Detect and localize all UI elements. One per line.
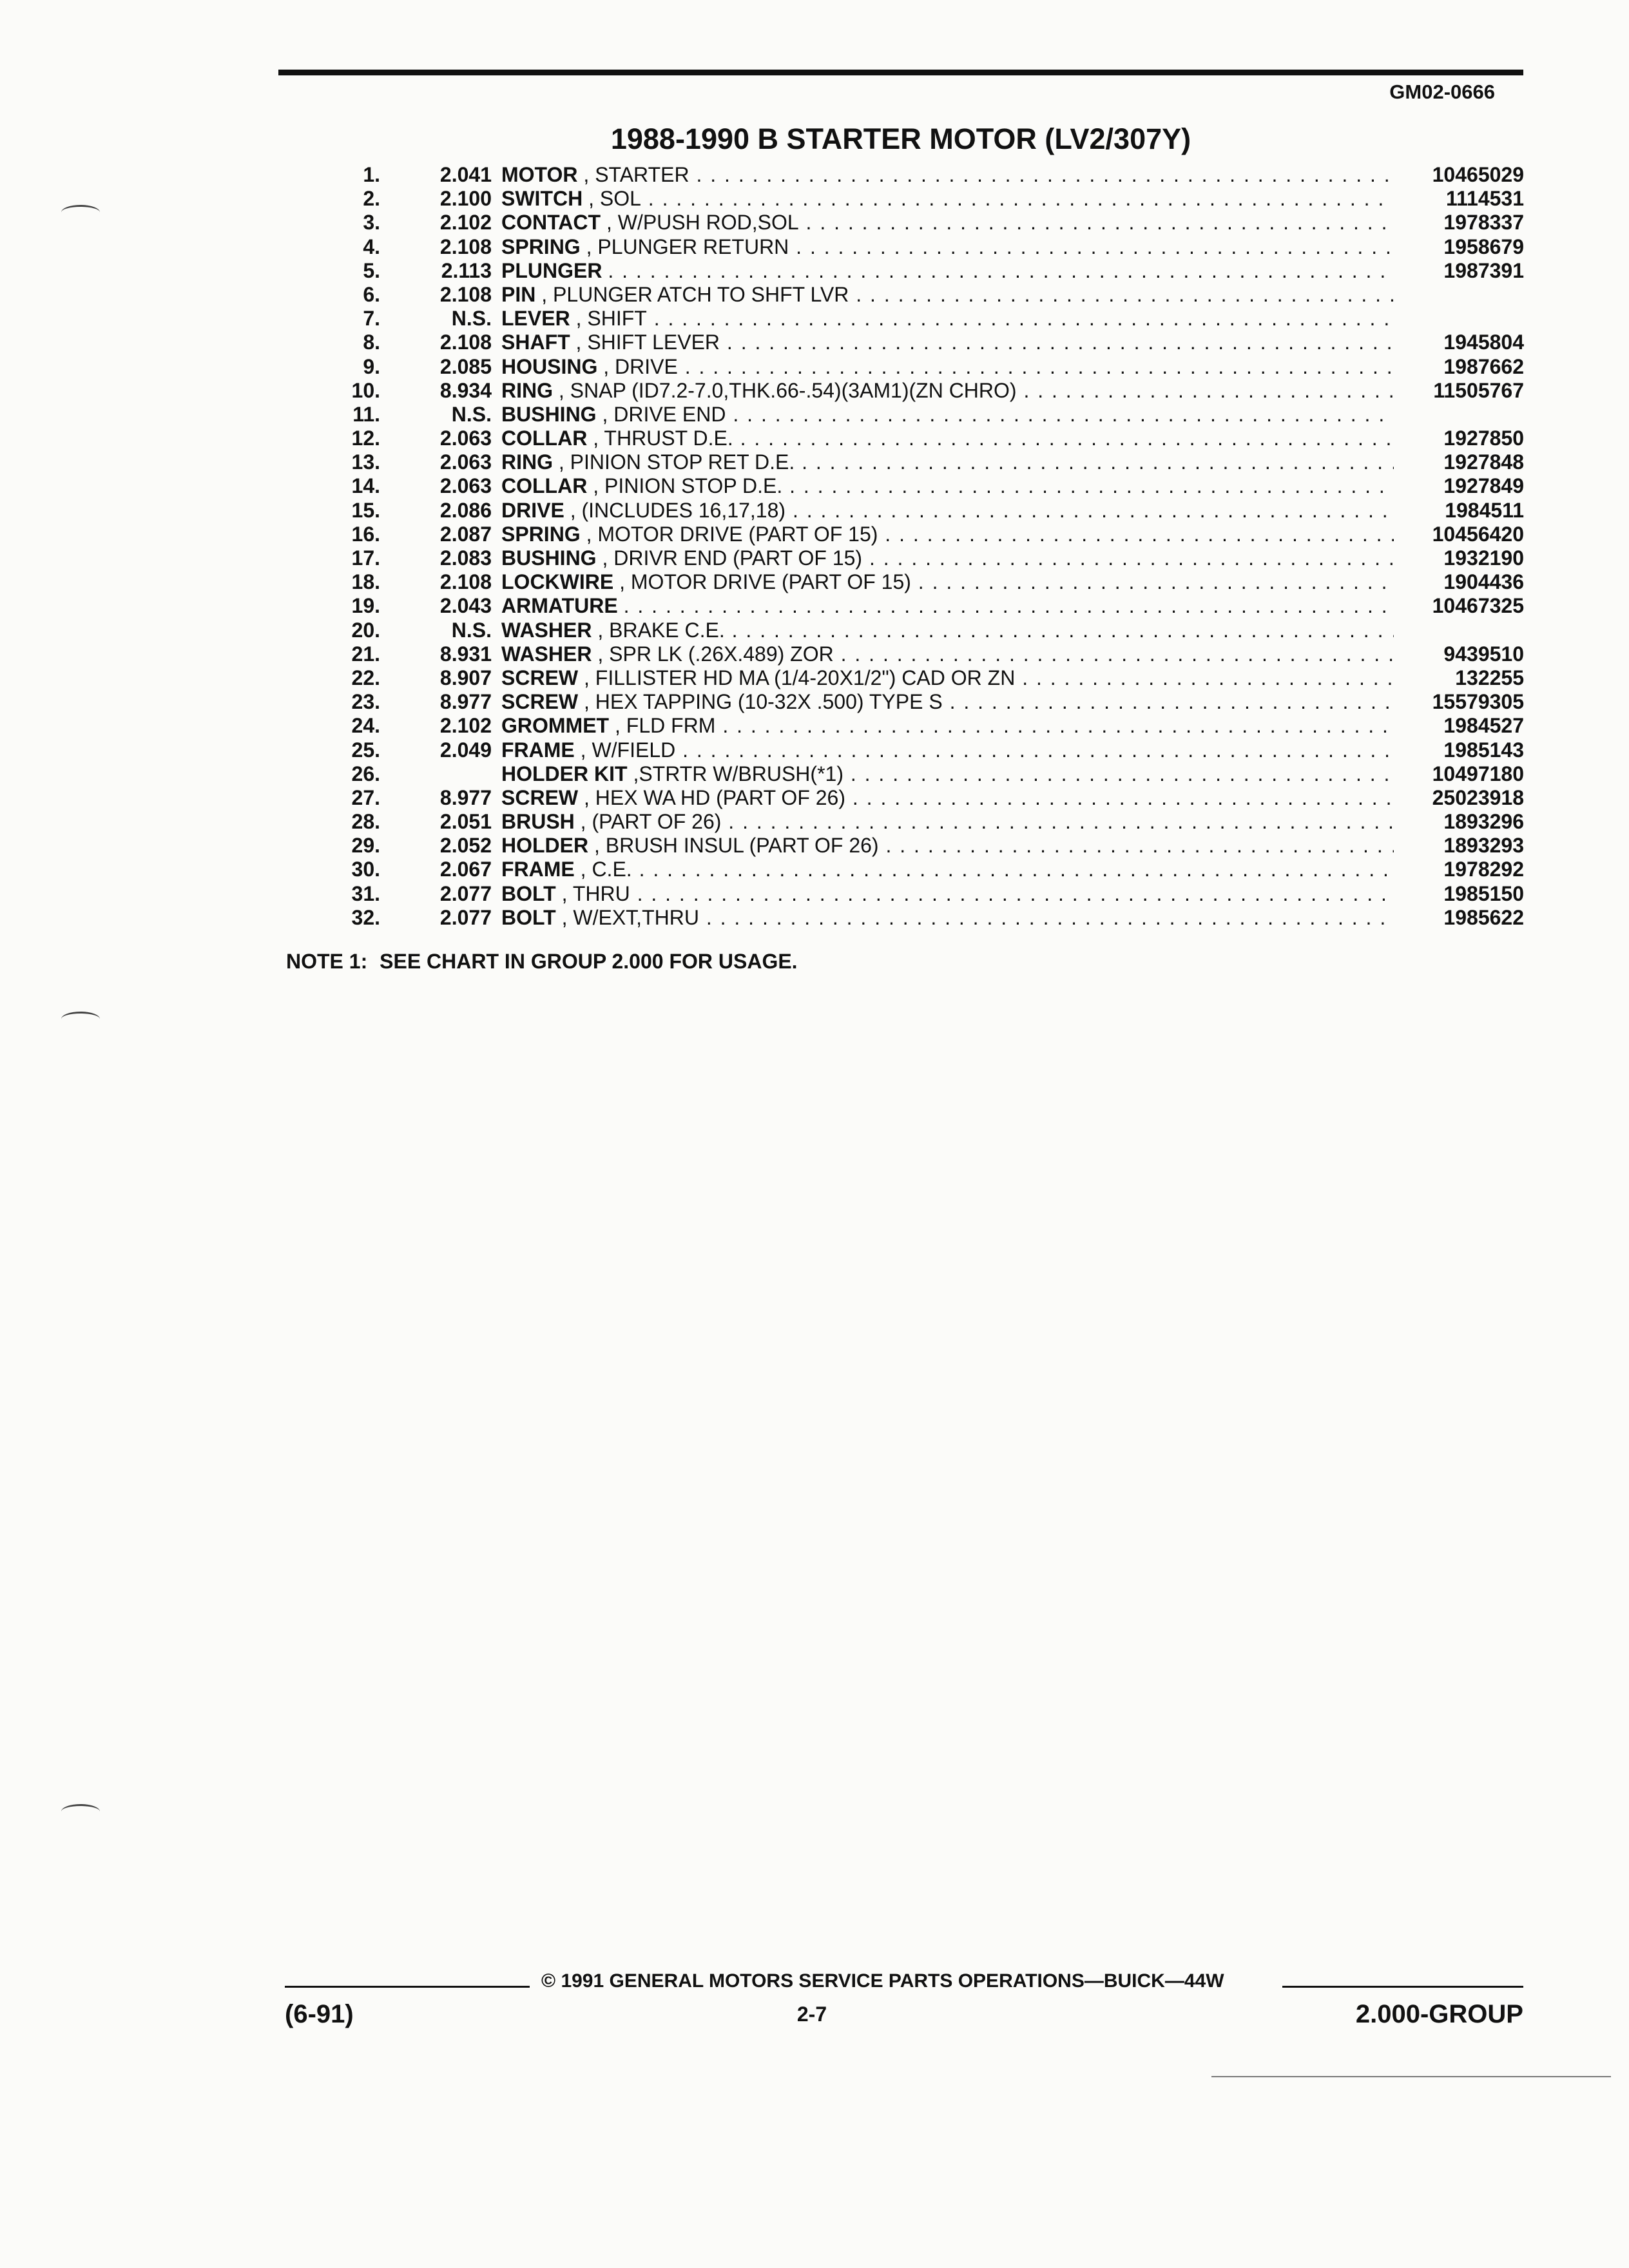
part-row — [335, 474, 1528, 498]
item-number: 17. — [351, 546, 380, 570]
part-name: SCREW — [501, 785, 579, 809]
part-detail: , PINION STOP RET D.E. — [558, 450, 795, 474]
group-number: 8.931 — [439, 642, 492, 666]
item-number: 3. — [363, 211, 380, 235]
item-number: 19. — [351, 594, 380, 618]
part-row — [335, 283, 1528, 307]
part-detail: , W/FIELD — [580, 738, 676, 762]
part-number: 132255 — [1455, 666, 1524, 689]
part-number: 1893293 — [1443, 834, 1524, 858]
item-number: 23. — [351, 690, 380, 714]
scan-artifact-mark — [61, 1012, 100, 1026]
part-name: LEVER — [501, 307, 570, 331]
part-detail: , FILLISTER HD MA (1/4-20X1/2") CAD OR ZN — [584, 666, 1016, 689]
part-number: 10497180 — [1432, 762, 1524, 785]
part-number: 1987391 — [1443, 258, 1524, 282]
group-number: 2.100 — [439, 187, 492, 211]
part-number: 15579305 — [1432, 690, 1524, 714]
item-number: 20. — [351, 618, 380, 642]
group-number: 2.113 — [441, 258, 492, 282]
part-row — [335, 427, 1528, 450]
part-number: 1893296 — [1443, 810, 1524, 834]
part-number: 1114531 — [1445, 187, 1524, 211]
part-description — [501, 762, 1394, 786]
part-row — [335, 810, 1528, 834]
part-number: 1985143 — [1443, 738, 1524, 762]
group-number: 2.108 — [439, 331, 492, 354]
group-number: N.S. — [451, 618, 492, 642]
group-number: 2.102 — [439, 211, 492, 235]
group-number: 2.086 — [439, 498, 492, 522]
item-number: 29. — [351, 834, 380, 858]
usage-note — [286, 950, 798, 974]
item-number: 7. — [363, 307, 380, 331]
part-detail: , HEX TAPPING (10-32X .500) TYPE S — [584, 690, 943, 714]
part-row — [335, 355, 1528, 379]
document-code: GM02-0666 — [1389, 81, 1495, 103]
part-detail: , W/PUSH ROD,SOL — [606, 211, 799, 235]
part-name: HOLDER KIT — [501, 762, 628, 785]
part-description — [501, 427, 1394, 450]
part-description — [501, 570, 1394, 594]
item-number: 13. — [351, 450, 380, 474]
part-detail: , DRIVR END (PART OF 15) — [602, 546, 863, 570]
part-name: SCREW — [501, 690, 579, 714]
part-detail: , SHIFT LEVER — [575, 331, 720, 354]
part-number: 1987662 — [1443, 354, 1524, 378]
part-name: BUSHING — [501, 546, 597, 570]
item-number: 10. — [351, 378, 380, 402]
part-name: FRAME — [501, 738, 575, 762]
part-name: RING — [501, 378, 553, 402]
part-name: GROMMET — [501, 714, 610, 738]
part-row — [335, 259, 1528, 283]
part-number: 25023918 — [1432, 785, 1524, 809]
group-number: 2.043 — [439, 594, 492, 618]
part-description — [501, 235, 1394, 259]
group-label: 2.000-GROUP — [1355, 2000, 1523, 2028]
part-name: DRIVE — [501, 498, 564, 522]
part-description — [501, 474, 1394, 498]
part-number: 1985622 — [1443, 905, 1524, 929]
note-label: NOTE 1: — [286, 950, 368, 973]
scan-artifact-mark — [61, 205, 100, 220]
part-description — [501, 858, 1394, 881]
item-number: 15. — [351, 498, 380, 522]
part-name: RING — [501, 450, 553, 474]
part-row — [335, 211, 1528, 235]
item-number: 26. — [351, 762, 380, 785]
part-number: 11505767 — [1433, 378, 1524, 402]
footer-rule-left — [285, 1986, 530, 1988]
part-number: 1945804 — [1443, 331, 1524, 354]
part-detail: ,STRTR W/BRUSH(*1) — [633, 762, 843, 785]
part-name: SCREW — [501, 666, 579, 689]
top-rule — [278, 70, 1523, 75]
group-number: 2.083 — [439, 546, 492, 570]
item-number: 12. — [351, 427, 380, 450]
part-number: 10465029 — [1432, 163, 1524, 186]
part-row — [335, 690, 1528, 714]
part-row — [335, 570, 1528, 594]
item-number: 30. — [351, 858, 380, 881]
part-number: 9439510 — [1443, 642, 1524, 666]
part-name: SPRING — [501, 235, 581, 258]
part-row — [335, 666, 1528, 690]
item-number: 27. — [351, 785, 380, 809]
part-description — [501, 379, 1394, 403]
item-number: 11. — [352, 402, 380, 426]
item-number: 14. — [351, 474, 380, 498]
part-row — [335, 523, 1528, 546]
part-detail: , DRIVE — [603, 354, 678, 378]
item-number: 18. — [351, 570, 380, 594]
part-description — [501, 714, 1394, 738]
group-number: N.S. — [451, 307, 492, 331]
part-detail: , C.E. — [580, 858, 632, 881]
note-text: SEE CHART IN GROUP 2.000 FOR USAGE. — [380, 950, 798, 973]
part-detail: , FLD FRM — [614, 714, 716, 738]
part-number: 1978292 — [1443, 858, 1524, 881]
part-number: 1927848 — [1443, 450, 1524, 474]
group-number: 2.067 — [439, 858, 492, 881]
part-name: PLUNGER — [501, 258, 602, 282]
group-number: N.S. — [451, 402, 492, 426]
item-number: 28. — [351, 810, 380, 834]
part-detail: , W/EXT,THRU — [561, 905, 699, 929]
part-description — [501, 906, 1394, 930]
part-row — [335, 307, 1528, 331]
part-description — [501, 594, 1394, 618]
footer-rule-right — [1282, 1986, 1523, 1988]
item-number: 4. — [363, 235, 380, 258]
part-detail: , SHIFT — [575, 307, 647, 331]
part-description — [501, 619, 1394, 642]
part-row — [335, 379, 1528, 403]
part-name: WASHER — [501, 642, 592, 666]
part-detail: , THRU — [561, 881, 630, 905]
part-row — [335, 619, 1528, 642]
group-number: 2.052 — [439, 834, 492, 858]
group-number: 2.063 — [439, 427, 492, 450]
part-description — [501, 834, 1394, 858]
group-number: 2.087 — [439, 522, 492, 546]
page-number: 2-7 — [796, 2003, 827, 2026]
part-row — [335, 882, 1528, 906]
part-detail: , (PART OF 26) — [580, 810, 722, 834]
part-description — [501, 642, 1394, 666]
part-number: 1984511 — [1445, 498, 1524, 522]
part-row — [335, 331, 1528, 354]
part-name: BRUSH — [501, 810, 575, 834]
part-row — [335, 714, 1528, 738]
part-name: COLLAR — [501, 474, 588, 498]
part-description — [501, 666, 1394, 690]
part-detail: , SOL — [588, 187, 641, 211]
part-row — [335, 546, 1528, 570]
part-description — [501, 403, 1394, 427]
part-description — [501, 499, 1394, 523]
item-number: 9. — [363, 354, 380, 378]
part-description — [501, 810, 1394, 834]
part-detail: , MOTOR DRIVE (PART OF 15) — [586, 522, 878, 546]
part-row — [335, 187, 1528, 211]
part-detail: , BRUSH INSUL (PART OF 26) — [594, 834, 879, 858]
part-description — [501, 450, 1394, 474]
group-number: 2.108 — [439, 282, 492, 306]
part-name: PIN — [501, 282, 536, 306]
part-number: 1958679 — [1443, 235, 1524, 258]
item-number: 5. — [363, 258, 380, 282]
part-detail: , (INCLUDES 16,17,18) — [570, 498, 786, 522]
part-name: SPRING — [501, 522, 581, 546]
part-description — [501, 690, 1394, 714]
group-number: 2.077 — [439, 905, 492, 929]
part-description — [501, 259, 1394, 283]
part-number: 1927850 — [1443, 427, 1524, 450]
part-name: MOTOR — [501, 163, 578, 186]
part-detail: , STARTER — [583, 163, 689, 186]
part-name: BOLT — [501, 881, 556, 905]
part-detail: , PLUNGER ATCH TO SHFT LVR — [541, 282, 849, 306]
scan-artifact-mark — [61, 1804, 100, 1819]
part-description — [501, 187, 1394, 211]
item-number: 6. — [363, 282, 380, 306]
part-row — [335, 403, 1528, 427]
part-description — [501, 283, 1394, 307]
part-detail: , DRIVE END — [602, 402, 726, 426]
part-description — [501, 355, 1394, 379]
part-description — [501, 211, 1394, 235]
part-name: LOCKWIRE — [501, 570, 614, 594]
group-number: 2.102 — [439, 714, 492, 738]
part-detail: , SPR LK (.26X.489) ZOR — [597, 642, 834, 666]
group-number: 2.041 — [439, 163, 492, 186]
part-name: WASHER — [501, 618, 592, 642]
item-number: 21. — [351, 642, 380, 666]
group-number: 2.049 — [439, 738, 492, 762]
item-number: 31. — [351, 881, 380, 905]
part-row — [335, 762, 1528, 786]
part-row — [335, 163, 1528, 187]
item-number: 25. — [351, 738, 380, 762]
part-row — [335, 642, 1528, 666]
part-detail: , BRAKE C.E. — [597, 618, 725, 642]
group-number: 2.063 — [439, 474, 492, 498]
part-name: FRAME — [501, 858, 575, 881]
group-number: 2.077 — [439, 881, 492, 905]
group-number: 8.907 — [439, 666, 492, 689]
item-number: 24. — [351, 714, 380, 738]
item-number: 32. — [351, 905, 380, 929]
part-description — [501, 786, 1394, 810]
part-detail: , SNAP (ID7.2-7.0,THK.66-.54)(3AM1)(ZN CHRO) — [558, 378, 1017, 402]
date-code: (6-91) — [285, 2000, 354, 2028]
group-number: 2.085 — [439, 354, 492, 378]
item-number: 1. — [363, 163, 380, 186]
scan-artifact-line — [1211, 2076, 1611, 2077]
part-name: SWITCH — [501, 187, 583, 211]
part-name: HOUSING — [501, 354, 598, 378]
group-number: 8.977 — [439, 785, 492, 809]
part-description — [501, 738, 1394, 762]
copyright-text: © 1991 GENERAL MOTORS SERVICE PARTS OPERATIONS—BUICK—44W — [541, 1970, 1224, 1992]
part-detail: , HEX WA HD (PART OF 26) — [584, 785, 845, 809]
part-row — [335, 594, 1528, 618]
part-number: 10456420 — [1432, 522, 1524, 546]
group-number: 2.108 — [439, 235, 492, 258]
part-name: CONTACT — [501, 211, 601, 235]
part-number: 1984527 — [1443, 714, 1524, 738]
part-name: SHAFT — [501, 331, 570, 354]
part-detail: , THRUST D.E. — [593, 427, 733, 450]
group-number: 2.051 — [439, 810, 492, 834]
part-row — [335, 450, 1528, 474]
part-name: BOLT — [501, 905, 556, 929]
part-detail: , PINION STOP D.E. — [593, 474, 783, 498]
item-number: 22. — [351, 666, 380, 689]
page-title: 1988-1990 B STARTER MOTOR (LV2/307Y) — [610, 122, 1191, 155]
group-number: 2.063 — [439, 450, 492, 474]
part-name: BUSHING — [501, 402, 597, 426]
part-row — [335, 235, 1528, 259]
part-number: 1927849 — [1443, 474, 1524, 498]
part-row — [335, 499, 1528, 523]
part-description — [501, 163, 1394, 187]
part-row — [335, 738, 1528, 762]
part-number: 1978337 — [1443, 211, 1524, 235]
group-number: 8.934 — [439, 378, 492, 402]
part-row — [335, 858, 1528, 881]
part-number: 10467325 — [1432, 594, 1524, 618]
part-detail: , MOTOR DRIVE (PART OF 15) — [619, 570, 911, 594]
part-description — [501, 882, 1394, 906]
item-number: 2. — [363, 187, 380, 211]
part-name: HOLDER — [501, 834, 589, 858]
part-row — [335, 834, 1528, 858]
part-name: COLLAR — [501, 427, 588, 450]
part-row — [335, 906, 1528, 930]
part-number: 1904436 — [1443, 570, 1524, 594]
item-number: 8. — [363, 331, 380, 354]
part-number: 1932190 — [1443, 546, 1524, 570]
parts-list — [335, 163, 1528, 930]
part-number: 1985150 — [1443, 881, 1524, 905]
part-description — [501, 307, 1394, 331]
part-description — [501, 331, 1394, 354]
part-description — [501, 546, 1394, 570]
part-detail: , PLUNGER RETURN — [586, 235, 789, 258]
group-number: 8.977 — [439, 690, 492, 714]
item-number: 16. — [351, 522, 380, 546]
part-description — [501, 523, 1394, 546]
part-row — [335, 786, 1528, 810]
group-number: 2.108 — [439, 570, 492, 594]
part-name: ARMATURE — [501, 594, 618, 618]
